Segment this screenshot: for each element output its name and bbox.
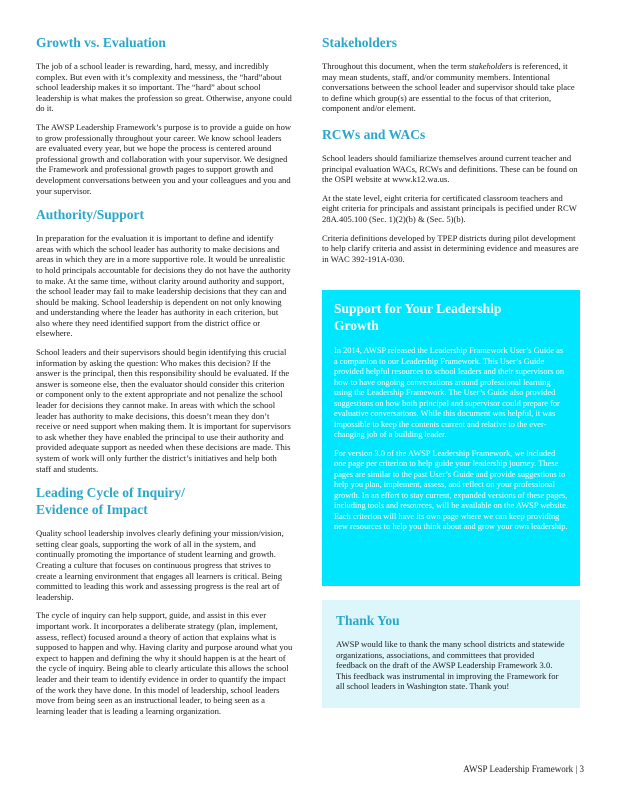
stakeholders-text-b: is referenced, it may mean students, staff, and/or community members. Intentional conversations between the school leader and supervisor should take place to define which group(s) are essential to the focus of that criterion, component and/or element. <box>322 61 575 114</box>
rcw-heading: RCWs and WACs <box>322 126 426 142</box>
authority-heading: Authority/Support <box>36 207 145 223</box>
stakeholders-paragraph <box>322 61 582 114</box>
cycle-paragraph-1: Quality school leadership involves clearly defining your mission/vision, setting clear goals, supporting the work of all in the system, and continually promoting the importance of student learning and growth. Creating a culture that focuses on continuous progress that strives to create a learning environment that engages all learners is critical. Being committed to leading this work and assessing progress is the real art of leadership. <box>36 528 284 602</box>
support-heading-line-1: Support for Your Leadership <box>334 301 502 316</box>
thank-you-heading: Thank You <box>336 613 400 628</box>
cycle-heading-line-1: Leading Cycle of Inquiry/ <box>36 485 185 501</box>
support-paragraph-2: For version 3.0 of the AWSP Leadership Framework, we included one page per criterion to help guide your leadership journey. These pages are similar to the past User’s Guide and provide suggestions to help you plan, implement, assess, and reflect on your professional growth. In an effort to stay current, expanded versions of these pages, including tools and resources, will be available on the AWSP website. Each criterion will have its own page where we can keep providing new resources to help you think about and grow your own leadership. <box>334 448 568 531</box>
left-column <box>36 34 293 724</box>
cycle-heading <box>36 484 293 518</box>
stakeholders-term: stakeholders <box>468 61 513 71</box>
stakeholders-heading: Stakeholders <box>322 35 398 50</box>
support-heading-line-2: Growth <box>334 318 379 333</box>
rcw-paragraph-3: Criteria definitions developed by TPEP districts during pilot development to help clarify criteria and assist in determining evidence and measures are in WAC 392-191A-030. <box>322 232 579 264</box>
growth-heading: Growth vs. Evaluation <box>36 35 166 50</box>
stakeholders-text-a: Throughout this document, when the term <box>322 61 469 71</box>
rcw-paragraph-2: At the state level, eight criteria for certificated classroom teachers and eight criteria for principals and assistant principals is pecified under RCW 28A.405.100 (Sec. 1)(2)(b) & (Sec. 5)(b). <box>322 192 577 224</box>
authority-paragraph-1: In preparation for the evaluation it is important to define and identify areas with which the school leader has authority to make decisions and areas in which they are in a more supportive role. It would be unrealistic to hold principals accountable for decisions they do not have the authority to make. At the same time, without clarity around authority and support, the school leader may fail to make leadership decisions that they can and should be making. School leadership is dependent on not only knowing and understanding where the leader has authority in each criterion, but also where they need identified support from the district office or elsewhere. <box>36 233 291 339</box>
thank-you-paragraph: AWSP would like to thank the many school districts and statewide organizations, associations, and committees that provided feedback on the draft of the AWSP Leadership Framework 3.0. This feedback was instrumental in improving the Framework for all school leaders in Washington state. Thank you! <box>336 639 565 692</box>
growth-paragraph-1: The job of a school leader is rewarding, hard, messy, and incredibly complex. But even with it’s complexity and messiness, the “hard”about school leadership makes it so important. The “hard” about school leadership is what makes the profession so great. Otherwise, anyone could do it. <box>36 61 292 114</box>
support-box <box>322 290 580 586</box>
rcw-paragraph-1: School leaders should familiarize themselves around current teacher and principal evaluation WACs, RCWs and definitions. These can be found on the OSPI website at www.k12.wa.us. <box>322 152 578 185</box>
cycle-paragraph-2: The cycle of inquiry can help support, guide, and assist in this ever important work. It incorporates a deliberate strategy (plan, implement, assess, reflect) focused around a theory of action that explains what is supposed to happen and why. Having clarity and purpose around what you expect to happen and defining the why it should happen is at the heart of the cycle of inquiry. Being able to clearly articulate this allows the school leader and their team to identify evidence in order to quantify the impact of the work they have done. In this model of leadership, school leaders move from being seen as an instructional leader, to being seen as a learning leader that is leading a learning organization. <box>36 610 293 716</box>
right-column <box>322 34 582 272</box>
authority-paragraph-2: School leaders and their supervisors should begin identifying this crucial information by asking the question: Who makes this decision? If the answer is the principal, then this responsibility should be evaluated. If the answer is someone else, then the evaluator should consider this criterion or component only to the extent appropriate and not penalize the school leader for decisions they cannot make. In areas with which the school leader has authority to make decisions, this doesn’t mean they don’t receive or need support when making them. It is important for supervisors to ask whether they have enabled the principal to use their authority and provided adequate support as needed when these decisions are made. This system of work will only further the district’s initiatives and help both staff and students. <box>36 347 291 474</box>
thank-you-box <box>322 600 580 708</box>
support-paragraph-1: In 2014, AWSP released the Leadership Framework User’s Guide as a companion to our Leadership Framework. This User’s Guide provided helpful resources to school leaders and their supervisors on how to have ongoing conversations around professional learning using the Leadership Framework. The User’s Guide also provided suggestions on how both principal and supervisor could prepare for evaluative conversations. While this document was helpful, it was impossible to keep the contents current and relative to the ever-changing job of a building leader. <box>334 346 565 439</box>
growth-paragraph-2: The AWSP Leadership Framework’s purpose is to provide a guide on how to grow professionally throughout your career. We know school leaders are evaluated every year, but we hope the process is centered around professional growth and collaboration with your supervisor. We designed the Framework and professional growth pages to support growth and development conversations between you and your colleagues and you and your supervisor. <box>36 121 292 196</box>
cycle-heading-line-2: Evidence of Impact <box>36 502 148 518</box>
page-footer: AWSP Leadership Framework | 3 <box>463 764 584 774</box>
support-heading <box>334 300 568 334</box>
